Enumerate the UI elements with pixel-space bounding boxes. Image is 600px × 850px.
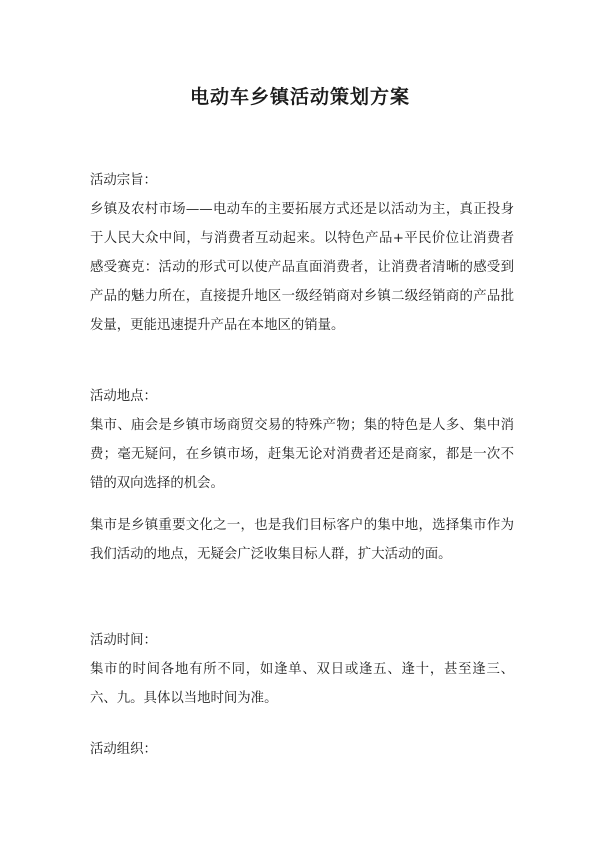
section-heading-organization: 活动组织： — [90, 742, 157, 757]
section-paragraph-location-1: 集市、庙会是乡镇市场商贸交易的特殊产物；集的特色是人多、集中消费；毫无疑问，在乡镇市场，赶集无论对消费者还是商家，都是一次不错的双向选择的机会。 — [90, 418, 514, 491]
section-heading-time: 活动时间： — [90, 633, 157, 648]
section-heading-location: 活动地点： — [90, 389, 157, 404]
section-heading-purpose: 活动宗旨： — [90, 173, 157, 188]
document-title: 电动车乡镇活动策划方案 — [189, 86, 410, 108]
section-paragraph-time: 集市的时间各地有所不同，如逢单、双日或逢五、逢十，甚至逢三、六、九。具体以当地时间为准。 — [90, 662, 514, 706]
section-paragraph-purpose: 乡镇及农村市场——电动车的主要拓展方式还是以活动为主，真正投身于人民大众中间，与消费者互动起来。以特色产品+平民价位让消费者感受赛克：活动的形式可以使产品直面消费者，让消费者清晰的感受到产品的魅力所在，直接提升地区一级经销商对乡镇二级经销商的产品批发量，更能迅速提升产品在本地区的销量。 — [90, 202, 514, 333]
section-paragraph-location-2: 集市是乡镇重要文化之一，也是我们目标客户的集中地，选择集市作为我们活动的地点，无疑会广泛收集目标人群，扩大活动的面。 — [90, 518, 514, 562]
